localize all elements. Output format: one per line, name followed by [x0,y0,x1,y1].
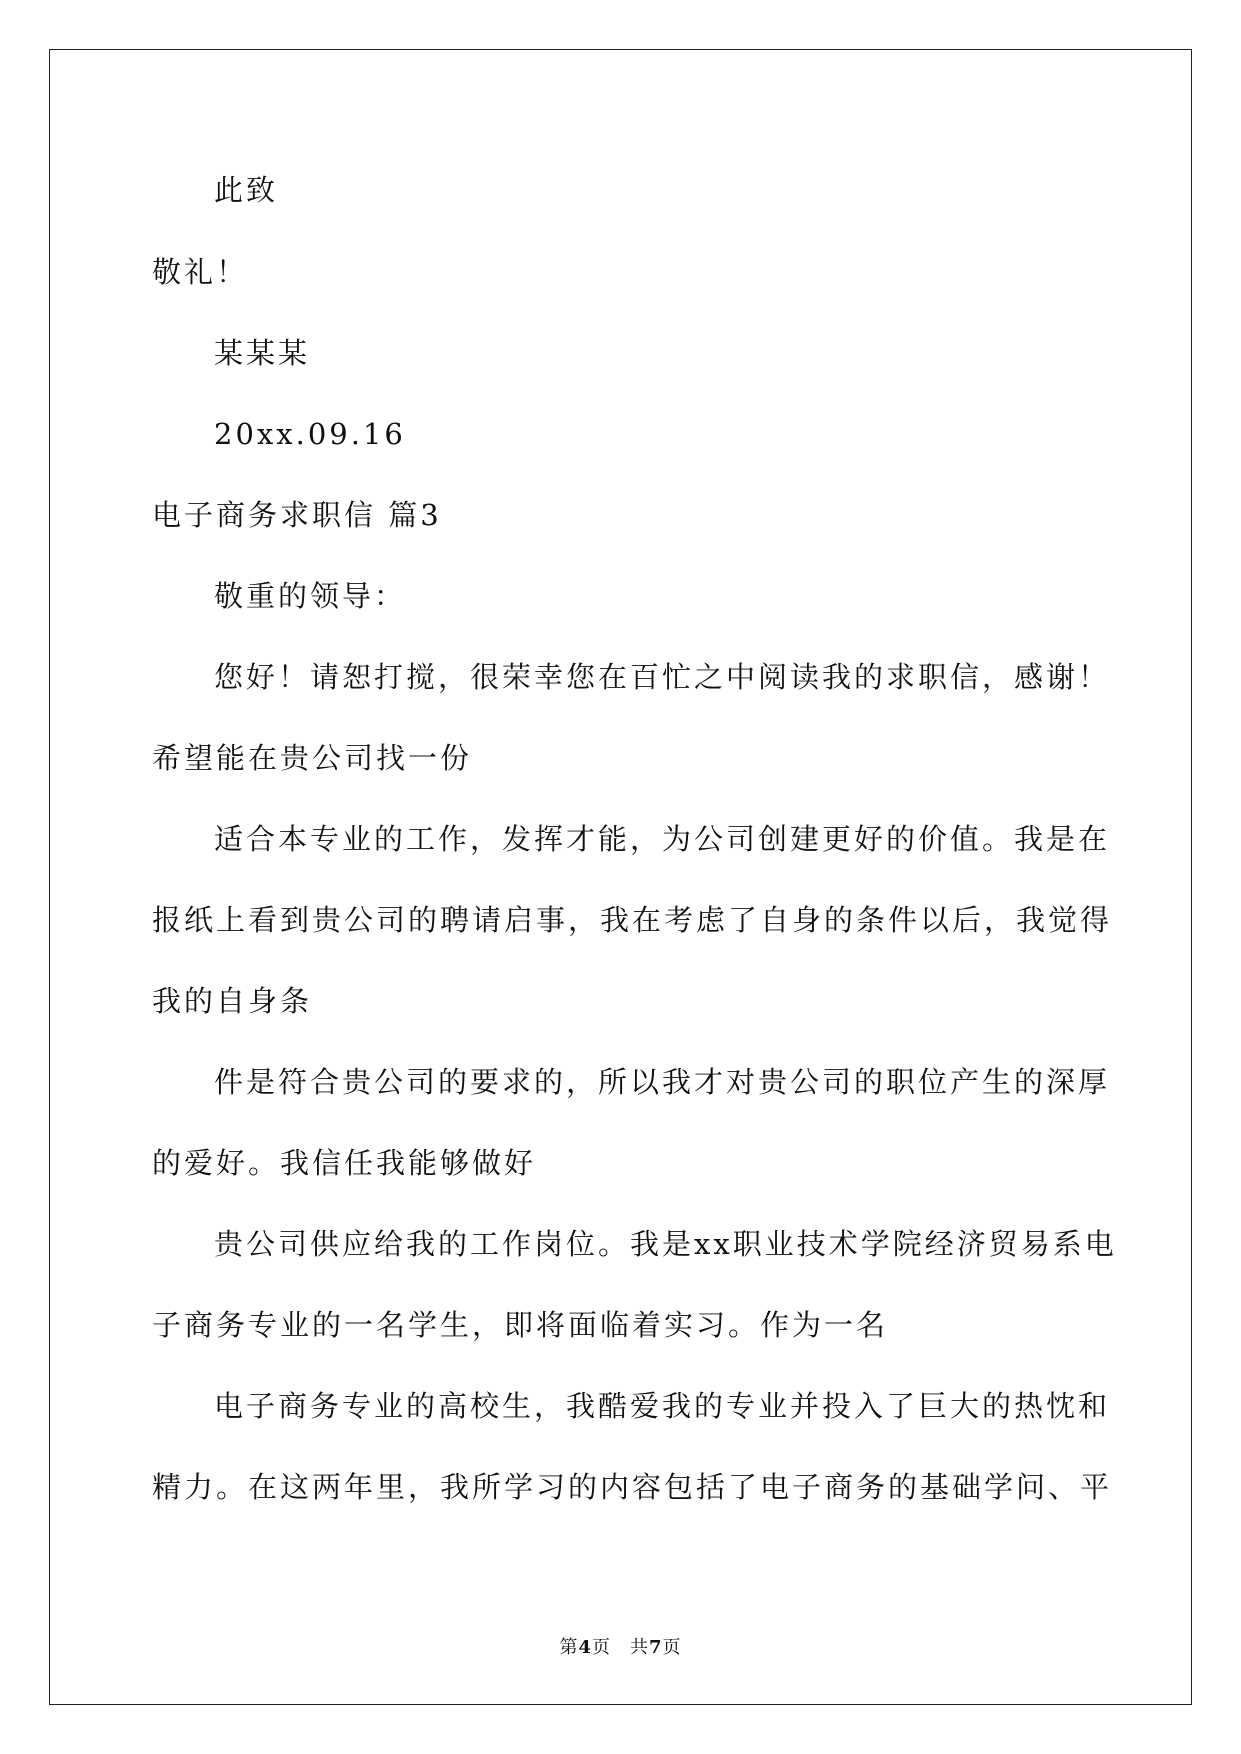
signature-name: 某某某 [214,336,311,370]
body-line: 贵公司供应给我的工作岗位。我是xx职业技术学院经济贸易系电 [214,1227,1117,1261]
signature-date: 20xx.09.16 [214,417,406,451]
closing-line: 此致 [214,173,279,207]
current-page-number: 4 [578,1637,592,1658]
footer-prefix: 第 [559,1637,579,1658]
salutation-line: 敬礼！ [152,255,249,289]
body-line: 的爱好。我信任我能够做好 [152,1146,537,1180]
section-heading: 电子商务求职信 篇3 [152,498,442,532]
body-line: 您好！请恕打搅，很荣幸您在百忙之中阅读我的求职信，感谢！ [214,660,1111,694]
footer-mid: 页 共 [592,1637,649,1658]
greeting-line: 敬重的领导： [214,579,407,613]
body-line: 适合本专业的工作，发挥才能，为公司创建更好的价值。我是在 [214,822,1111,856]
body-line: 精力。在这两年里，我所学习的内容包括了电子商务的基础学问、平 [152,1470,1113,1504]
body-line: 子商务专业的一名学生，即将面临着实习。作为一名 [152,1308,889,1342]
footer-suffix: 页 [662,1637,682,1658]
body-line: 报纸上看到贵公司的聘请启事，我在考虑了自身的条件以后，我觉得 [152,903,1113,937]
total-page-number: 7 [649,1637,663,1658]
page-frame [49,49,1192,1705]
page-footer [0,1636,1241,1660]
body-line: 件是符合贵公司的要求的，所以我才对贵公司的职位产生的深厚 [214,1065,1111,1099]
body-line: 电子商务专业的高校生，我酷爱我的专业并投入了巨大的热忱和 [214,1389,1111,1423]
body-line: 我的自身条 [152,984,313,1018]
body-line: 希望能在贵公司找一份 [152,741,473,775]
